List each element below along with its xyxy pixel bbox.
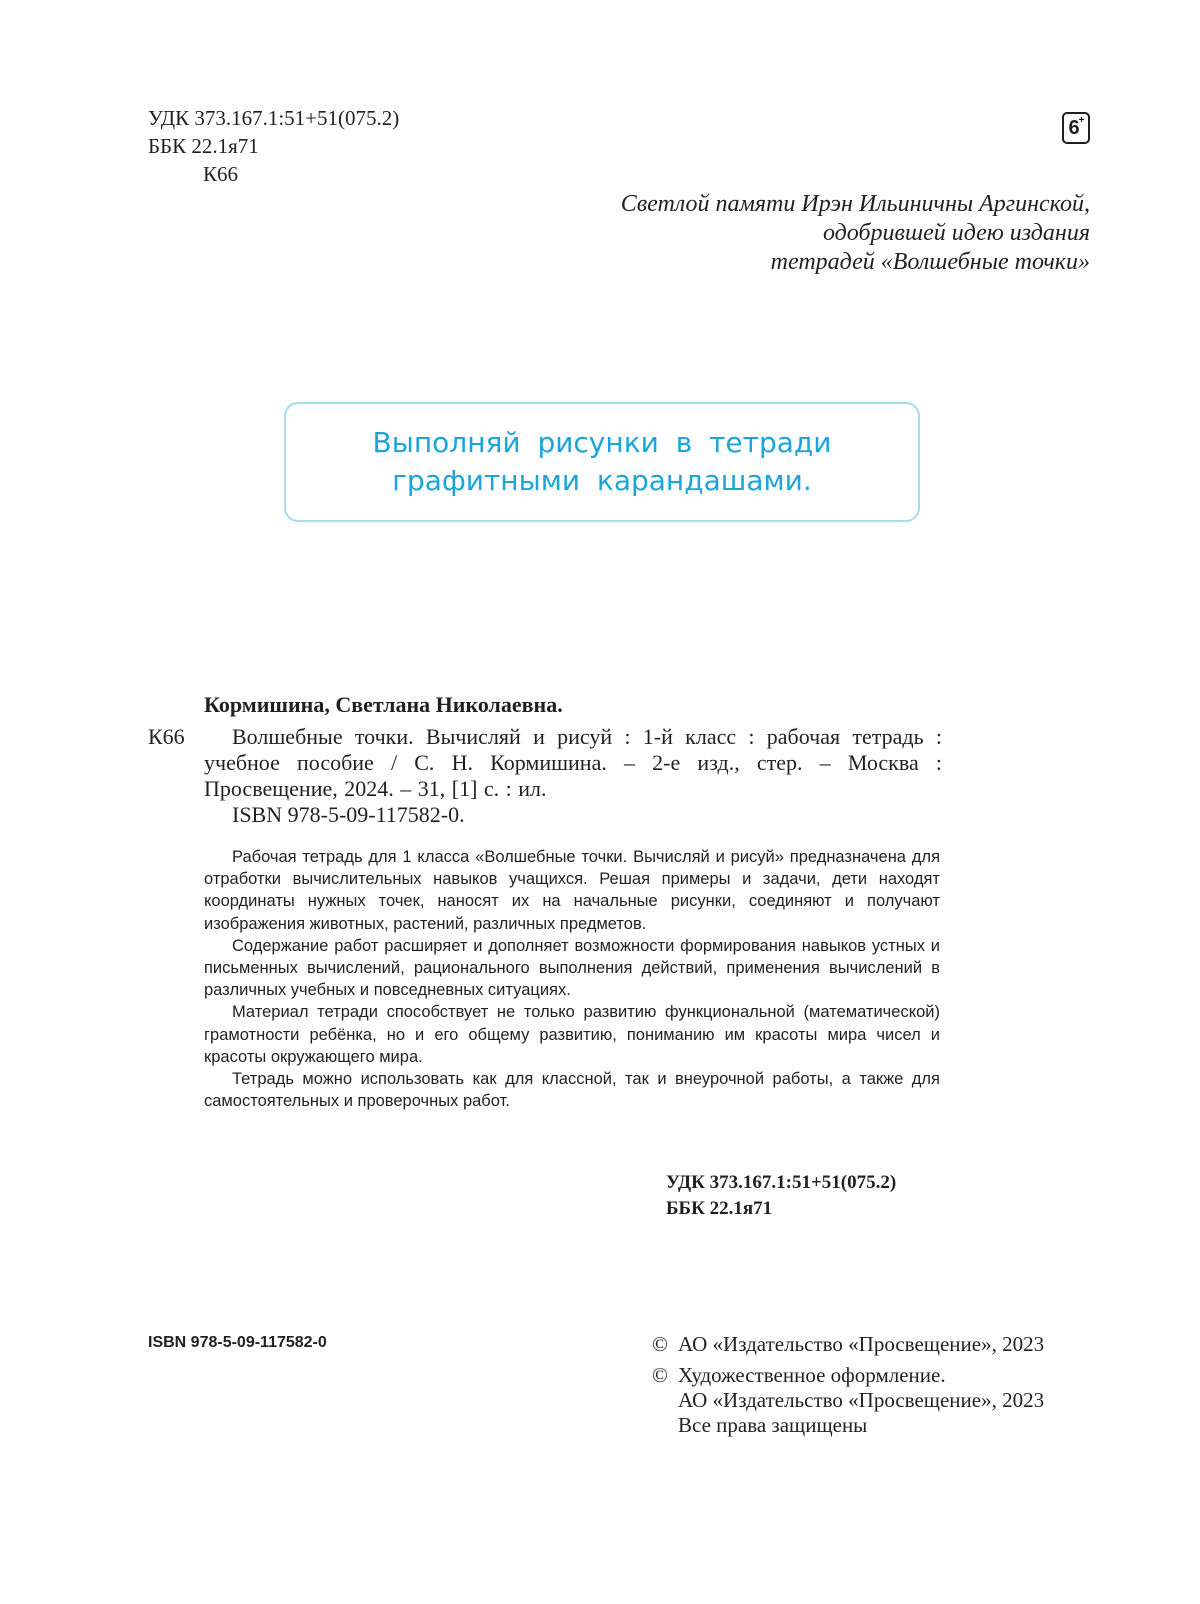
copyright-icon: © [652, 1363, 668, 1387]
classification-codes [148, 104, 399, 188]
copyright-icon: © [652, 1332, 668, 1356]
annotation-paragraph: Рабочая тетрадь для 1 класса «Волшебные точки. Вычисляй и рисуй» предназначена для отработки вычислительных навыков учащихся. Решая примеры и задачи, дети находят координаты нужных точек, наносят их на начальные рисунки, соединяют и получают изображения животных, растений, различных предметов. [204, 848, 940, 933]
biblio-isbn: ISBN 978-5-09-117582-0. [232, 802, 465, 827]
age-rating-badge [1062, 112, 1090, 144]
pencil-notice-text [373, 424, 832, 500]
pencil-notice-box [284, 402, 920, 522]
isbn-number: ISBN 978-5-09-117582-0 [148, 1334, 327, 1351]
author-mark: К66 [203, 162, 239, 186]
bbk-code: ББК 22.1я71 [148, 134, 259, 158]
author-name: Кормишина, Светлана Николаевна. [204, 692, 563, 717]
copyright-block [652, 1332, 1044, 1438]
bbk-code-bottom: ББК 22.1я71 [666, 1198, 773, 1219]
rights-reserved: Все права защищены [678, 1413, 868, 1437]
dedication-line: тетрадей «Волшебные точки» [770, 249, 1090, 275]
copyright-line: Художественное оформление. [678, 1363, 946, 1387]
notice-line: графитными карандашами. [392, 464, 812, 497]
age-rating-number: 6 [1068, 117, 1079, 139]
annotation-paragraph: Тетрадь можно использовать как для классной, так и внеурочной работы, а также для самостоятельных и проверочных работ. [204, 1070, 940, 1111]
copyright-entry-publisher [652, 1332, 1044, 1357]
dedication-line: Светлой памяти Ирэн Ильиничны Аргинской, [620, 191, 1090, 217]
biblio-code: К66 [148, 724, 185, 749]
biblio-description: Волшебные точки. Вычисляй и рисуй : 1-й класс : рабочая тетрадь : учебное пособие / С. Н. Кормишина. – 2-е изд., стер. – Москва : Просвещение, 2024. – 31, [1] с. : ил. [204, 724, 942, 801]
dedication [621, 190, 1090, 277]
annotation-paragraph: Содержание работ расширяет и дополняет возможности формирования навыков устных и письменных вычислений, рационального выполнения действий, применения вычислений в различных учебных и повседневных ситуациях. [204, 936, 940, 1000]
copyright-entry-design [652, 1363, 1044, 1438]
dedication-line: одобрившей идею издания [822, 220, 1090, 246]
classification-codes-bottom [666, 1170, 896, 1222]
udk-code-bottom: УДК 373.167.1:51+51(075.2) [666, 1172, 897, 1193]
age-rating-plus: + [1078, 115, 1084, 126]
annotation-paragraph: Материал тетради способствует не только развитию функциональной (математической) грамотности ребёнка, но и его общему развитию, пониманию им красоты мира чисел и красоты окружающего мира. [204, 1003, 940, 1066]
annotation [204, 846, 940, 1112]
copyright-line: АО «Издательство «Просвещение», 2023 [678, 1332, 1045, 1356]
copyright-line: АО «Издательство «Просвещение», 2023 [678, 1388, 1045, 1412]
udk-code: УДК 373.167.1:51+51(075.2) [148, 106, 400, 130]
notice-line: Выполняй рисунки в тетради [372, 426, 832, 459]
